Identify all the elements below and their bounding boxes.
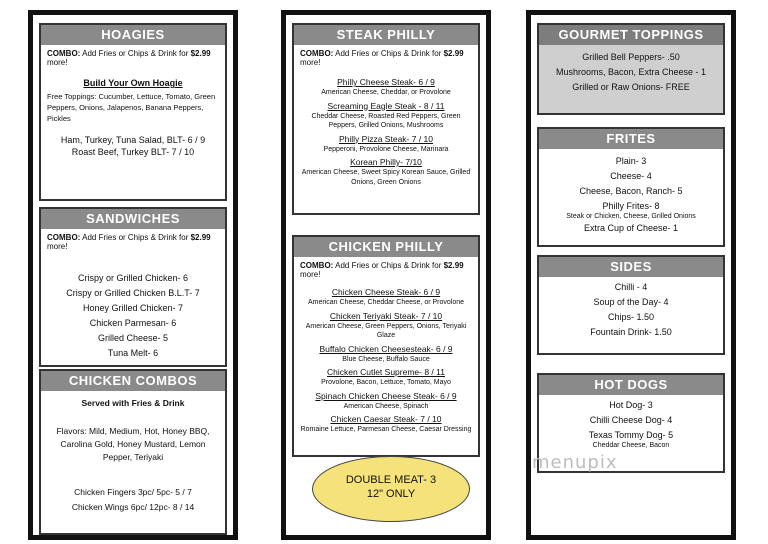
gourmet-toppings-header: GOURMET TOPPINGS bbox=[539, 25, 723, 45]
sandwich-item: Crispy or Grilled Chicken- 6 bbox=[77, 273, 189, 283]
frites-section bbox=[537, 127, 725, 247]
steak-philly-combo: COMBO: Add Fries or Chips & Drink for $2.99 more! bbox=[300, 49, 464, 67]
chicken-combos-section bbox=[39, 369, 227, 535]
hot-dog-item: Texas Tommy Dog- 5 bbox=[588, 430, 674, 440]
combo-item: Chicken Wings 6pc/ 12pc- 8 / 14 bbox=[71, 502, 195, 512]
chicken-item-name: Chicken Cheese Steak- 6 / 9 bbox=[331, 287, 441, 297]
sides-item: Soup of the Day- 4 bbox=[593, 297, 669, 307]
frites-extra: Extra Cup of Cheese- 1 bbox=[583, 222, 679, 233]
steak-philly-header: STEAK PHILLY bbox=[294, 25, 478, 45]
sides-item: Chips- 1.50 bbox=[607, 312, 655, 322]
sandwiches-header: SANDWICHES bbox=[41, 209, 225, 229]
sandwich-item: Crispy or Grilled Chicken B.L.T- 7 bbox=[66, 288, 200, 298]
flavors: Flavors: Mild, Medium, Hot, Honey BBQ, Carolina Gold, Honey Mustard, Lemon Pepper, Teriyaki bbox=[56, 426, 210, 462]
sandwich-item: Tuna Melt- 6 bbox=[107, 348, 159, 358]
chicken-item-desc: Blue Cheese, Buffalo Sauce bbox=[342, 355, 430, 363]
steak-item-name: Screaming Eagle Steak - 8 / 11 bbox=[327, 100, 445, 111]
hot-dogs-header: HOT DOGS bbox=[539, 375, 723, 395]
chicken-philly-combo: COMBO: Add Fries or Chips & Drink for $2.99 more! bbox=[300, 261, 464, 279]
topping-item: Grilled or Raw Onions- FREE bbox=[572, 82, 690, 92]
sandwich-item: Grilled Cheese- 5 bbox=[97, 333, 169, 343]
sides-item: Chilli - 4 bbox=[614, 282, 648, 292]
watermark: menupix bbox=[532, 452, 618, 473]
topping-item: Mushrooms, Bacon, Extra Cheese - 1 bbox=[555, 67, 707, 77]
free-toppings: Free Toppings: Cucumber, Lettuce, Tomato, Green Peppers, Onions, Jalapenos, Banana Peppers, Pickles bbox=[47, 92, 216, 123]
gourmet-toppings-section bbox=[537, 23, 725, 115]
hot-dog-note: Cheddar Cheese, Bacon bbox=[592, 442, 670, 449]
chicken-item-desc: American Cheese, Green Peppers, Onions, Teriyaki Glaze bbox=[305, 322, 467, 339]
hoagies-section bbox=[39, 23, 227, 201]
chicken-philly-section bbox=[292, 235, 480, 457]
frites-item: Philly Frites- 8 bbox=[602, 201, 660, 211]
chicken-combos-header: CHICKEN COMBOS bbox=[41, 371, 225, 391]
frites-note: Steak or Chicken, Cheese, Grilled Onions bbox=[566, 213, 696, 220]
sandwiches-combo: COMBO: Add Fries or Chips & Drink for $2.99 more! bbox=[47, 233, 211, 251]
combo-item: Chicken Fingers 3pc/ 5pc- 5 / 7 bbox=[74, 487, 192, 497]
hoagie-item: Ham, Turkey, Tuna Salad, BLT- 6 / 9 bbox=[60, 135, 206, 145]
steak-item-desc: Cheddar Cheese, Roasted Red Peppers, Green Peppers, Grilled Onions, Mushrooms bbox=[311, 112, 461, 129]
steak-item-desc: Pepperoni, Provolone Cheese, Marinara bbox=[323, 145, 449, 153]
hoagies-combo: COMBO: Add Fries or Chips & Drink for $2.99 more! bbox=[47, 49, 211, 67]
sandwiches-section bbox=[39, 207, 227, 367]
topping-item: Grilled Bell Peppers- .50 bbox=[582, 52, 680, 62]
double-meat-line2: 12" ONLY bbox=[366, 488, 416, 500]
frites-item: Cheese, Bacon, Ranch- 5 bbox=[579, 186, 683, 196]
hoagie-item: Roast Beef, Turkey BLT- 7 / 10 bbox=[71, 147, 195, 157]
steak-item-desc: American Cheese, Sweet Spicy Korean Sauce, Grilled Onions, Green Onions bbox=[301, 169, 471, 186]
hoagies-header: HOAGIES bbox=[41, 25, 225, 45]
steak-item-name: Korean Philly- 7/10 bbox=[350, 157, 422, 167]
left-menu-panel bbox=[28, 10, 238, 540]
double-meat-badge bbox=[312, 456, 470, 522]
sandwich-item: Honey Grilled Chicken- 7 bbox=[82, 303, 184, 313]
chicken-philly-header: CHICKEN PHILLY bbox=[294, 237, 478, 257]
chicken-item-name: Buffalo Chicken Cheesesteak- 6 / 9 bbox=[319, 343, 453, 354]
chicken-item-desc: American Cheese, Spinach bbox=[343, 402, 429, 410]
chicken-item-desc: American Cheese, Cheddar Cheese, or Provolone bbox=[307, 299, 465, 306]
double-meat-line1: DOUBLE MEAT- 3 bbox=[345, 474, 437, 486]
steak-item-desc: American Cheese, Cheddar, or Provolone bbox=[321, 89, 451, 96]
chicken-item-name: Spinach Chicken Cheese Steak- 6 / 9 bbox=[315, 390, 457, 401]
served-with: Served with Fries & Drink bbox=[81, 398, 185, 408]
sides-section bbox=[537, 255, 725, 355]
chicken-item-name: Chicken Caesar Steak- 7 / 10 bbox=[330, 414, 442, 424]
steak-philly-section bbox=[292, 23, 480, 215]
frites-header: FRITES bbox=[539, 129, 723, 149]
hot-dog-item: Chilli Cheese Dog- 4 bbox=[589, 415, 673, 425]
frites-item: Cheese- 4 bbox=[610, 171, 652, 181]
steak-item-name: Philly Cheese Steak- 6 / 9 bbox=[337, 77, 435, 87]
chicken-item-desc: Romaine Lettuce, Parmesan Cheese, Caesar Dressing bbox=[300, 426, 472, 433]
chicken-item-name: Chicken Teriyaki Steak- 7 / 10 bbox=[329, 310, 443, 321]
chicken-item-desc: Provolone, Bacon, Lettuce, Tomato, Mayo bbox=[321, 379, 451, 386]
build-your-own-title: Build Your Own Hoagie bbox=[83, 78, 183, 88]
sides-header: SIDES bbox=[539, 257, 723, 277]
frites-item: Plain- 3 bbox=[615, 156, 647, 166]
hot-dog-item: Hot Dog- 3 bbox=[609, 400, 653, 410]
chicken-item-name: Chicken Cutlet Supreme- 8 / 11 bbox=[327, 367, 445, 377]
sides-item: Fountain Drink- 1.50 bbox=[590, 327, 672, 337]
steak-item-name: Philly Pizza Steak- 7 / 10 bbox=[338, 133, 433, 144]
sandwich-item: Chicken Parmesan- 6 bbox=[89, 318, 177, 328]
